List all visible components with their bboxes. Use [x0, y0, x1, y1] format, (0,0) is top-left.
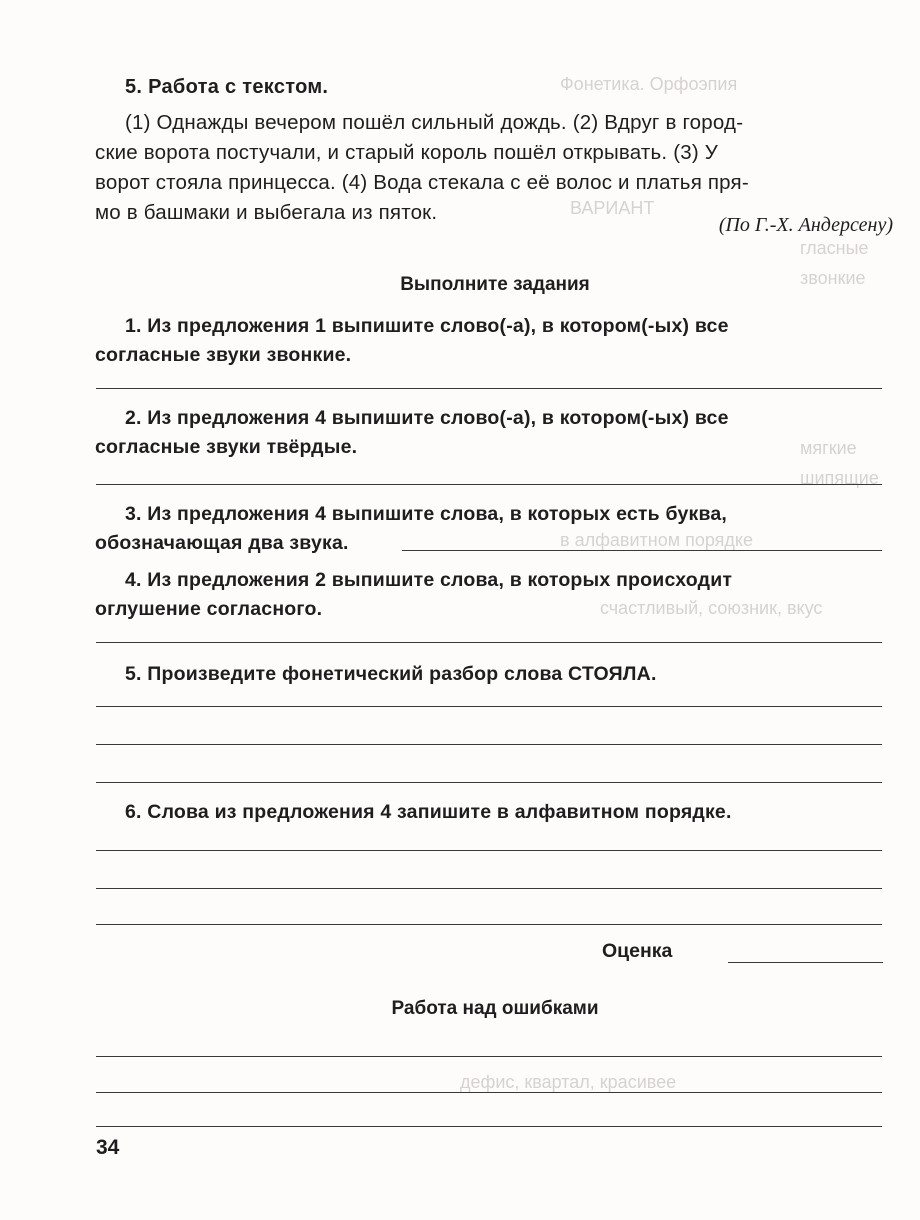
answer-line-task-5a[interactable] — [96, 706, 882, 707]
story-line: ворот стояла принцесса. (4) Вода стекала с её волос и платья пря- — [95, 171, 749, 194]
task-3-text-cont: обозначающая два звука. — [95, 532, 349, 554]
task-5 — [95, 660, 895, 689]
errors-line-1[interactable] — [96, 1056, 882, 1057]
exercise-heading: 5. Работа с текстом. — [125, 76, 329, 98]
page-number: 34 — [96, 1136, 120, 1159]
task-1-text: 1. Из предложения 1 выпишите слово(-а), в котором(-ых) все — [125, 315, 729, 337]
answer-line-task-5b[interactable] — [96, 744, 882, 745]
text-attribution: (По Г.-Х. Андерсену) — [718, 214, 893, 236]
grade-line[interactable] — [728, 962, 883, 963]
answer-line-task-1[interactable] — [96, 388, 882, 389]
task-6-text: 6. Слова из предложения 4 запишите в алфавитном порядке. — [125, 801, 732, 823]
tasks-title: Выполните задания — [400, 274, 590, 295]
errors-line-2[interactable] — [96, 1092, 882, 1093]
task-4-text-cont: оглушение согласного. — [95, 598, 323, 620]
workbook-page: Фонетика. Орфоэпия ВАРИАНТ гласные звонкие мягкие шипящие в алфавитном порядке счастливый, союзник, вкус дефис, квартал, красивее 5. Работа с текстом. (1) Однажды вечером пошёл сильный дождь. (2) Вдруг в город- ские ворота постучали, и старый король пошёл открывать. (3) У ворот стояла принцесса. (4) Вода стекала с её волос и платья пря- мо в башмаки и выбегала из пяток. (По Г.-Х. Андерсену) Выполните задания 1. Из предложения 1 выпишите слово(-а), в котором(-ых) все согласные звуки звонкие. 2. Из предложения 4 выпишите слово(-а), в котором(-ых) все согласные звуки твёрдые. 3. Из предложения 4 выпишите слова, в которых есть буква, обозначающая два звука. 4. Из предложения 2 выпишите слова, в которых происходит оглушение согласного. 5. Произведите фонетический разбор слова СТОЯЛА. 6. Слова из предложения 4 запишите в алфавитном порядке. Оценка Работа над ошибками 34 — [0, 0, 920, 1220]
answer-line-task-5c[interactable] — [96, 782, 882, 783]
task-1-text-cont: согласные звуки звонкие. — [95, 344, 352, 366]
grade-label: Оценка — [602, 940, 673, 962]
answer-line-task-2[interactable] — [96, 484, 882, 485]
answer-line-task-6b[interactable] — [96, 888, 882, 889]
task-6 — [95, 798, 895, 827]
task-2-text-cont: согласные звуки твёрдые. — [95, 436, 358, 458]
story-line: ские ворота постучали, и старый король пошёл открывать. (3) У — [95, 141, 718, 164]
task-4 — [95, 566, 895, 624]
answer-line-task-3[interactable] — [402, 550, 882, 551]
errors-title: Работа над ошибками — [391, 998, 599, 1019]
task-2 — [95, 404, 895, 462]
task-5-text: 5. Произведите фонетический разбор слова СТОЯЛА. — [125, 663, 657, 685]
errors-line-3[interactable] — [96, 1126, 882, 1127]
story-line: (1) Однажды вечером пошёл сильный дождь. (2) Вдруг в город- — [125, 111, 744, 134]
task-1 — [95, 312, 895, 370]
task-4-text: 4. Из предложения 2 выпишите слова, в которых происходит — [125, 569, 733, 591]
answer-line-task-6a[interactable] — [96, 850, 882, 851]
story-line: мо в башмаки и выбегала из пяток. — [95, 201, 438, 224]
answer-line-task-4[interactable] — [96, 642, 882, 643]
task-3-text: 3. Из предложения 4 выпишите слова, в которых есть буква, — [125, 503, 728, 525]
exercise-text — [95, 108, 895, 228]
task-2-text: 2. Из предложения 4 выпишите слово(-а), в котором(-ых) все — [125, 407, 729, 429]
answer-line-task-6c[interactable] — [96, 924, 882, 925]
